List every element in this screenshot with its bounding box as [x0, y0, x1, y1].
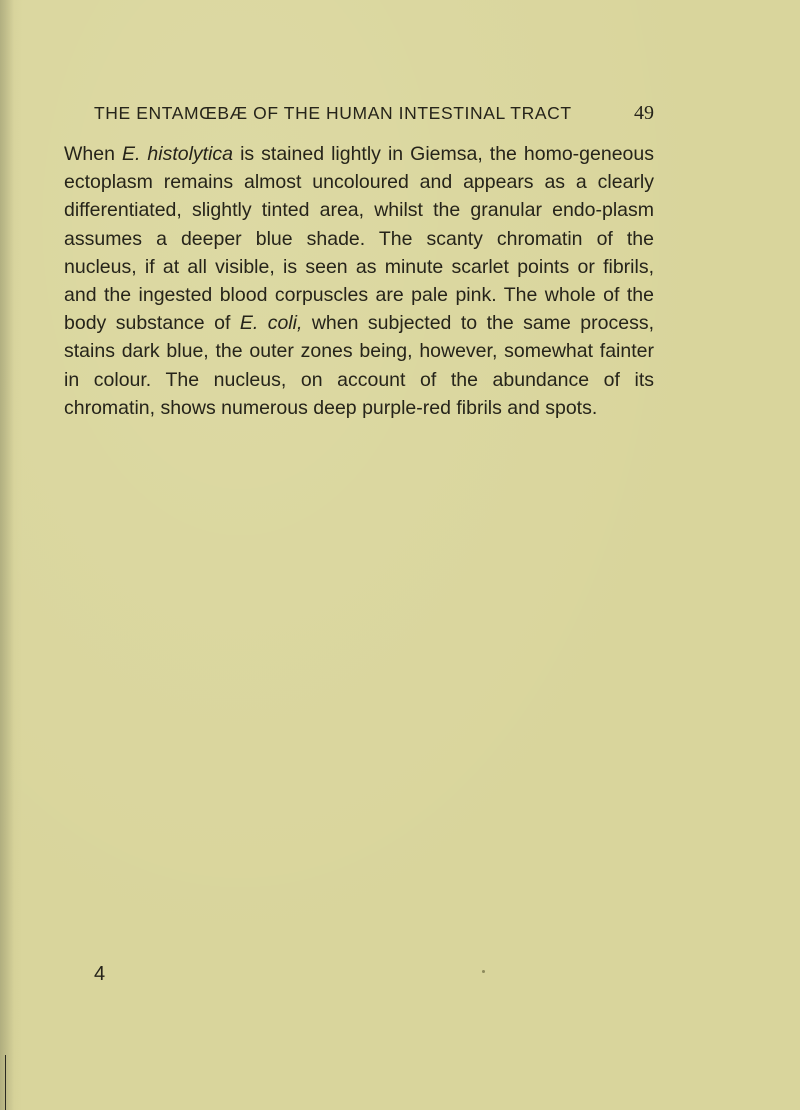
page-edge-line	[5, 1055, 6, 1110]
running-title: THE ENTAMŒBÆ OF THE HUMAN INTESTINAL TRACT	[94, 103, 572, 123]
page-number: 49	[634, 102, 654, 124]
paper-speck	[482, 970, 485, 973]
paragraph-segment: is stained lightly in Giemsa, the homo-geneous ectoplasm remains almost uncoloured and appears as a clearly differentiated, slightly tinted area, whilst the granular endo-plasm assumes a deeper blue shade. The scanty chromatin of the nucleus, if at all visible, is seen as minute scarlet points or fibrils, and the ingested blood corpuscles are pale pink. The whole of the body substance of	[64, 143, 654, 335]
species-name-histolytica: E. histolytica	[121, 143, 234, 165]
running-head	[94, 102, 654, 126]
paragraph-segment: when subjected to the same process, stains dark blue, the outer zones being, however, somewhat fainter in colour. The nucleus, on account of the abundance of its chromatin, shows numerous deep purple-red fibrils and spots.	[64, 312, 654, 419]
page-edge-shadow	[0, 0, 14, 1110]
paragraph-segment: When	[64, 143, 122, 165]
species-name-coli: E. coli,	[239, 312, 303, 335]
body-paragraph	[64, 140, 654, 422]
signature-mark: 4	[94, 963, 106, 985]
